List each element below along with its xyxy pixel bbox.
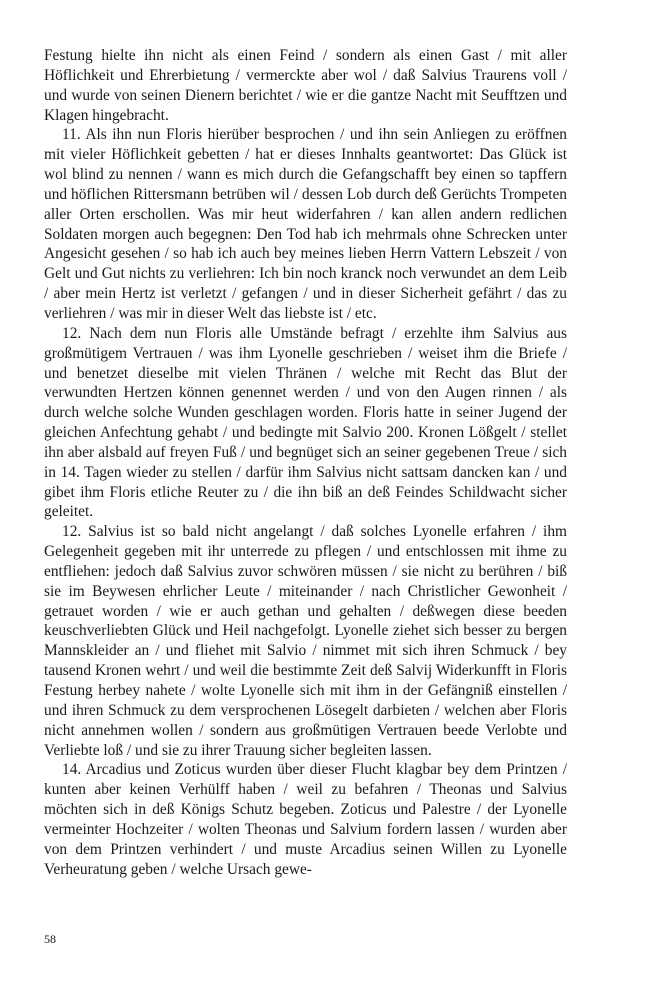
page-body bbox=[44, 46, 567, 879]
paragraph-11: 11. Als ihn nun Floris hierüber besprochen / und ihn sein Anliegen zu eröffnen mit vieler Höflichkeit gebetten / hat er dieses Innhalts geantwortet: Das Glück ist wol blind zu nennen / wann es mich durch die Gefangschafft bey einen so tapffern und höflichen Rittersmann betrüben wil / dessen Lob durch deß Gerüchts Trompeten aller Orten erschollen. Was mir heut widerfahren / kan allen andern redlichen Soldaten morgen auch begegnen: Den Tod hab ich mehrmals ohne Schrecken unter Angesicht gesehen / so hab ich auch bey meines lieben Herrn Vattern Lebszeit / von Gelt und Gut nichts zu verliehren: Ich bin noch kranck noch verwundet an dem Leib / aber mein Hertz ist verletzt / gefangen / und in dieser Sicherheit gefährt / das zu verliehren / was mir in dieser Welt das liebste ist / etc. bbox=[44, 126, 567, 322]
paragraph-12: 12. Nach dem nun Floris alle Umstände befragt / erzehlte ihm Salvius aus großmütigem Vertrauen / was ihm Lyonelle geschrieben / weiset ihm die Briefe / und benetzet dieselbe mit vielen Thränen / welche mit Recht das Blut der verwundten Hertzen können genennet werden / und von den Augen rinnen / als durch welche solche Wunden geschlagen worden. Floris hatte in seiner Jugend der gleichen Anfechtung gehabt / und bedingte mit Salvio 200. Kronen Lößgelt / stellet ihn aber alsbald auf freyen Fuß / und begnüget sich an seiner gegebenen Treue / sich in 14. Tagen wieder zu stellen / darfür ihm Salvius nicht sattsam dancken kan / und gibet ihm Floris etliche Reuter zu / die ihn biß an deß Feindes Schildwacht sicher geleitet. bbox=[44, 324, 567, 521]
page-number: 58 bbox=[44, 932, 56, 946]
paragraph-14: 14. Arcadius und Zoticus wurden über dieser Flucht klagbar bey dem Printzen / kunten aber keinen Verhülff haben / weil zu befahren / Theonas und Salvius möchten sich in deß Königs Schutz begeben. Zoticus und Palestre / der Lyonelle vermeinter Hochzeiter / wolten Theonas und Salvium fordern lassen / wurden aber von dem Printzen verhindert / und muste Arcadius seinen Willen zu Lyonelle Verheuratung geben / welche Ursach gewe- bbox=[44, 761, 567, 878]
paragraph-12-second: 12. Salvius ist so bald nicht angelangt / daß solches Lyonelle erfahren / ihm Gelegenheit gegeben mit ihr unterrede zu pflegen / und entschlossen mit ihme zu entfliehen: jedoch daß Salvius zuvor schwören müssen / sie nicht zu berühren / biß sie im Beywesen ehrlicher Leute / miteinander / nach Christlicher Gewonheit / getrauet worden / wie er auch gethan und gehalten / deßwegen diese beeden keuschverliebten Glück und Heil nachgefolgt. Lyonelle ziehet sich besser zu bergen Mannskleider an / und fliehet mit Salvio / nimmet mit sich ihren Schmuck / bey tausend Kronen wehrt / und weil die bestimmte Zeit deß Salvij Widerkunfft in Floris Festung herbey nahete / wolte Lyonelle sich mit ihm in der Gefängniß einstellen / und ihren Schmuck zu dem versprochenen Lösegelt darbieten / welchen aber Floris nicht annehmen wollen / sondern aus großmütigen Vertrauen beede Verlobte und Verliebte loß / und sie zu ihrer Trauung sicher begleiten lassen. bbox=[44, 523, 567, 759]
paragraph-continuation: Festung hielte ihn nicht als einen Feind / sondern als einen Gast / mit aller Höflichkeit und Ehrerbietung / vermerckte aber wol / daß Salvius Traurens voll / und wurde von seinen Dienern berichtet / wie er die gantze Nacht mit Seufftzen und Klagen hingebracht. bbox=[44, 47, 567, 124]
